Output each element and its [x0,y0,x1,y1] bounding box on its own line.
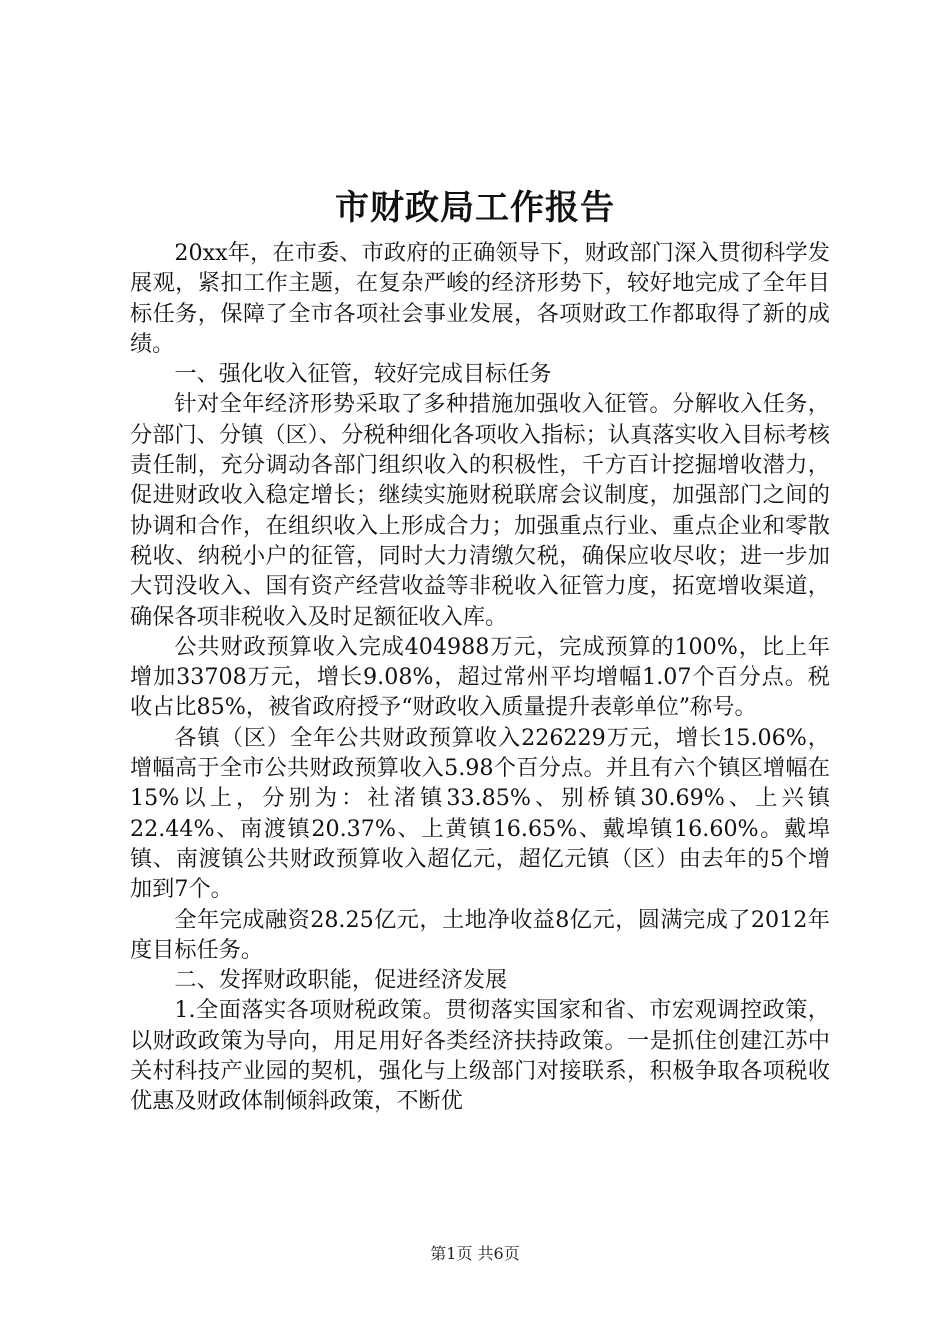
paragraph-policy: 1.全面落实各项财税政策。贯彻落实国家和省、市宏观调控政策，以财政政策为导向，用足用好各类经济扶持政策。一是抓住创建江苏中关村科技产业园的契机，强化与上级部门对接联系，积极争取各项税收优惠及财政体制倾斜政策，不断优 [130,997,830,1115]
section-heading-2: 二、发挥财政职能，促进经济发展 [174,967,508,994]
paragraph-intro: 20xx年，在市委、市政府的正确领导下，财政部门深入贯彻科学发展观，紧扣工作主题，在复杂严峻的经济形势下，较好地完成了全年目标任务，保障了全市各项社会事业发展，各项财政工作都取得了新的成绩。 [130,240,830,357]
paragraph-financing: 全年完成融资28.25亿元，土地净收益8亿元，圆满完成了2012年度目标任务。 [130,906,830,963]
document-body [130,238,830,1117]
page-footer: 第1页 共6页 [430,1244,520,1263]
page-title: 市财政局工作报告 [335,188,615,228]
paragraph-public-budget: 公共财政预算收入完成404988万元，完成预算的100%，比上年增加33708万元，增长9.08%，超过常州平均增幅1.07个百分点。税收占比85%，被省政府授予“财政收入质量提升表彰单位”称号。 [130,633,830,721]
paragraph-revenue-measures: 针对全年经济形势采取了多种措施加强收入征管。分解收入任务，分部门、分镇（区）、分税种细化各项收入指标；认真落实收入目标考核责任制，充分调动各部门组织收入的积极性，千方百计挖掘增收潜力，促进财政收入稳定增长；继续实施财税联席会议制度，加强部门之间的协调和合作，在组织收入上形成合力；加强重点行业、重点企业和零散税收、纳税小户的征管，同时大力清缴欠税，确保应收尽收；进一步加大罚没收入、国有资产经营收益等非税收入征管力度，拓宽增收渠道，确保各项非税收入及时足额征收入库。 [130,391,830,630]
section-heading-1: 一、强化收入征管，较好完成目标任务 [174,361,552,388]
paragraph-towns: 各镇（区）全年公共财政预算收入226229万元，增长15.06%，增幅高于全市公共财政预算收入5.98个百分点。并且有六个镇区增幅在15%以上，分别为：社渚镇33.85%、别桥镇30.69%、上兴镇22.44%、南渡镇20.37%、上黄镇16.65%、戴埠镇16.60%。戴埠镇、南渡镇公共财政预算收入超亿元，超亿元镇（区）由去年的5个增加到7个。 [130,724,830,903]
